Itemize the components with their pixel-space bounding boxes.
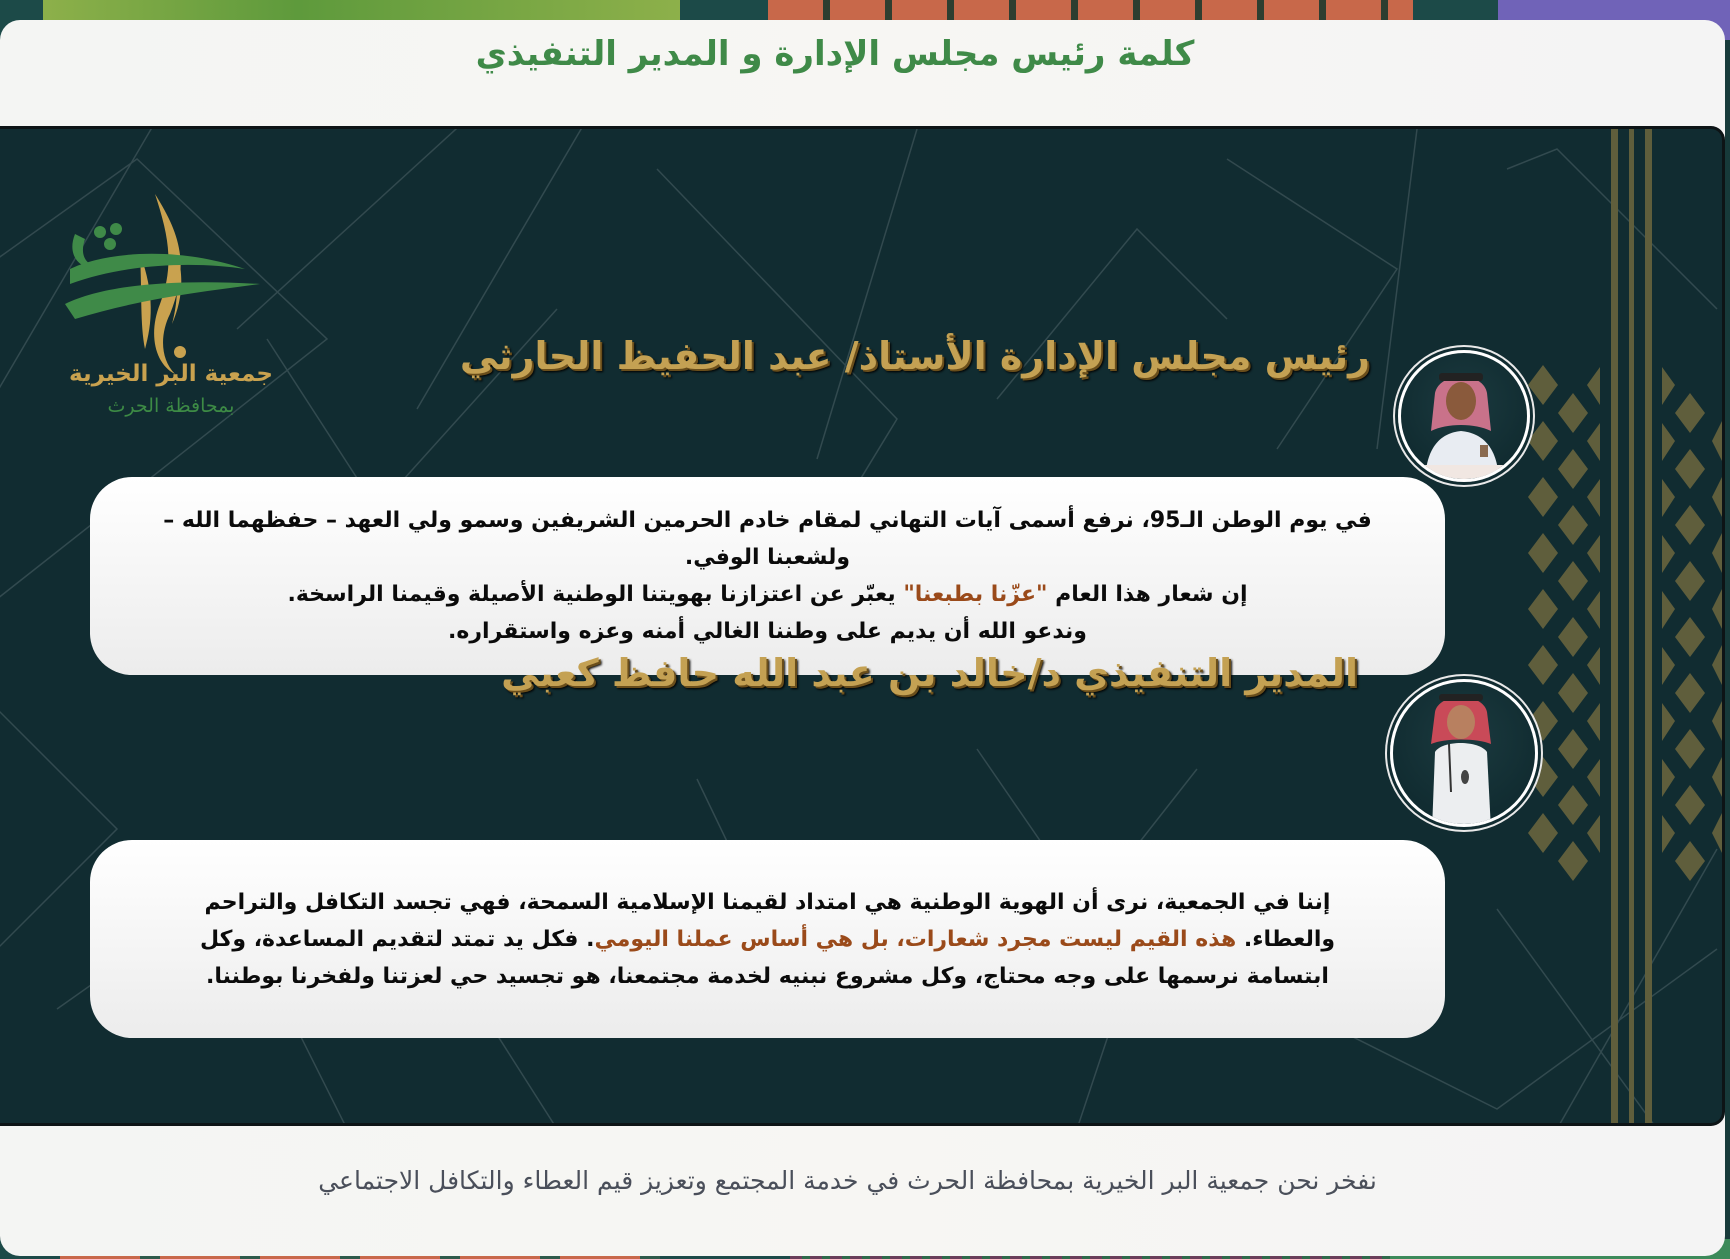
logo-subtitle: بمحافظة الحرث xyxy=(107,395,235,417)
gold-stripes-ornament xyxy=(1500,129,1725,1123)
chairman-heading: رئيس مجلس الإدارة الأستاذ/ عبد الحفيظ الحارثي xyxy=(459,334,1370,378)
chairman-avatar xyxy=(1398,350,1530,482)
slogan-highlight: "عزّنا بطبعنا" xyxy=(903,582,1048,607)
chairman-message-line3: وندعو الله أن يديم على وطننا الغالي أمنه وعزه واستقراره. xyxy=(448,619,1087,644)
director-heading: المدير التنفيذي د/خالد بن عبد الله حافظ كعبي xyxy=(501,651,1358,695)
content-card xyxy=(0,20,1725,1256)
chairman-message-box xyxy=(90,477,1445,675)
page-title: كلمة رئيس مجلس الإدارة و المدير التنفيذي xyxy=(475,34,1195,74)
person-portrait-icon xyxy=(1390,682,1535,827)
director-message-box xyxy=(90,840,1445,1038)
leadership-banner xyxy=(0,126,1725,1126)
chairman-message-line1: في يوم الوطن الـ95، نرفع أسمى آيات التهاني لمقام خادم الحرمين الشريفين وسمو ولي العهد – حفظهما الله – ولشعبنا الوفي. xyxy=(163,508,1372,570)
chairman-message xyxy=(130,502,1405,650)
logo-name: جمعية البر الخيرية xyxy=(69,361,273,387)
person-portrait-icon xyxy=(1398,353,1527,482)
values-highlight: هذه القيم ليست مجرد شعارات، بل هي أساس عملنا اليومي xyxy=(594,926,1244,952)
footer-tagline: نفخر نحن جمعية البر الخيرية بمحافظة الحرث في خدمة المجتمع وتعزيز قيم العطاء والتكافل الاجتماعي xyxy=(318,1166,1377,1195)
director-message-part1: إننا في الجمعية، نرى أن الهوية الوطنية هي امتداد لقيمنا الإسلامية السمحة، فهي تجسد التكافل والتراحم والعطاء. xyxy=(204,889,1336,952)
chairman-message-line2-end: يعبّر عن اعتزازنا بهويتنا الوطنية الأصيلة وقيمنا الراسخة. xyxy=(287,582,904,607)
director-avatar xyxy=(1390,679,1538,827)
chairman-message-line2-start: إن شعار هذا العام xyxy=(1047,582,1248,607)
director-message-part2: . فكل يد تمتد لتقديم المساعدة، وكل ابتسامة نرسمها على وجه محتاج، وكل مشروع نبنيه لخدمة مجتمعنا، هو تجسيد حي لعزتنا ولفخرنا بوطننا. xyxy=(199,926,1329,989)
director-message xyxy=(160,884,1375,995)
